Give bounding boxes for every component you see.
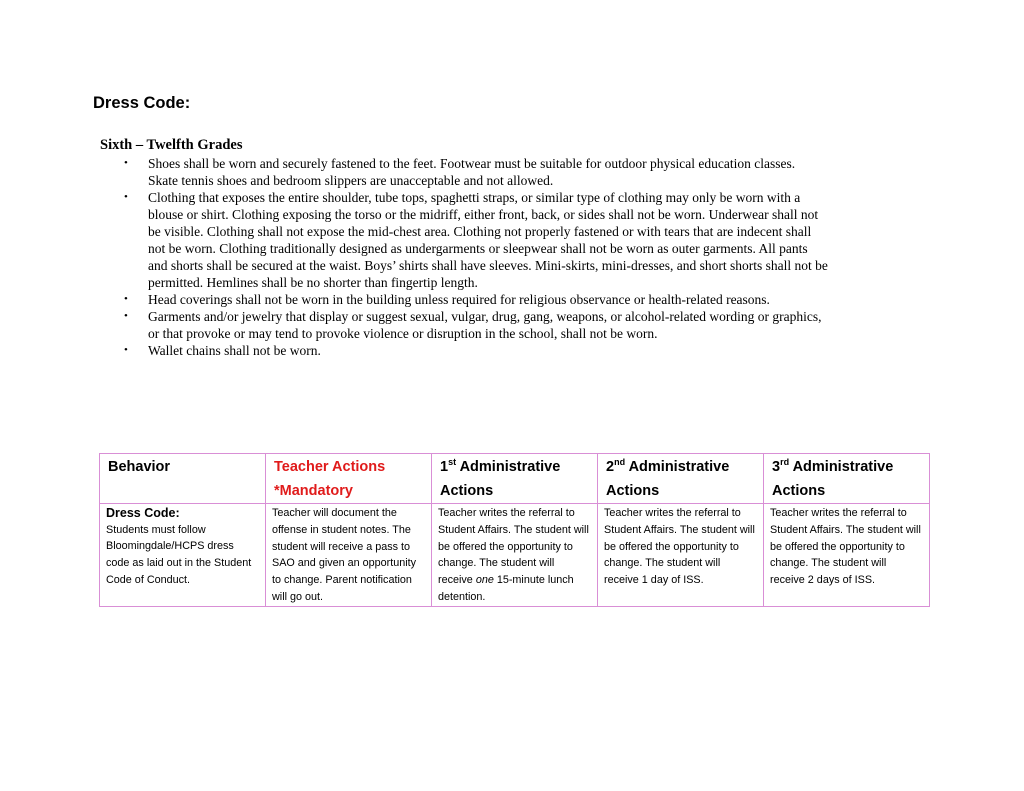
table-row [100,504,930,607]
teacher-actions-label: Teacher Actions [274,459,386,475]
cell-behavior [100,504,266,607]
policy-heading: Sixth – Twelfth Grades [100,137,243,153]
rule-item: • Garments and/or jewelry that display or suggest sexual, vulgar, drug, gang, weapons, or alcohol-related wording or graphics, or that provoke or may tend to provoke violence or disruption in the school, shall not be worn. [100,308,828,342]
rule-item: • Head coverings shall not be worn in the building unless required for religious observance or health-related reasons. [100,291,828,308]
cell-teacher-actions: Teacher will document the offense in student notes. The student will receive a pass to SAO and given an opportunity to change. Parent notification will go out. [266,504,432,607]
rules-list [100,155,830,359]
header-admin-2: 2nd Administrative Actions [598,454,764,504]
rule-item: • Wallet chains shall not be worn. [100,342,828,359]
header-behavior: Behavior [100,454,266,504]
header-admin-1: 1st Administrative Actions [432,454,598,504]
rule-item: • Shoes shall be worn and securely fastened to the feet. Footwear must be suitable for outdoor physical education classes. Skate tennis shoes and bedroom slippers are unacceptable and not allowed. [100,155,828,189]
table-header-row [100,454,930,504]
discipline-table [99,453,930,607]
cell-admin-2: Teacher writes the referral to Student Affairs. The student will be offered the opportunity to change. The student will receive 1 day of ISS. [598,504,764,607]
mandatory-label: *Mandatory [274,483,353,499]
header-admin-3: 3rd Administrative Actions [764,454,930,504]
page-title: Dress Code: [93,94,191,112]
cell-admin-1: Teacher writes the referral to Student Affairs. The student will be offered the opportunity to change. The student will receive one 15-minute lunch detention. [432,504,598,607]
behavior-text: Students must follow Bloomingdale/HCPS dress code as laid out in the Student Code of Conduct. [106,523,252,586]
behavior-title: Dress Code: [106,506,180,520]
dress-code-policy [100,137,830,359]
cell-admin-3: Teacher writes the referral to Student Affairs. The student will be offered the opportunity to change. The student will receive 2 days of ISS. [764,504,930,607]
header-teacher-actions [266,454,432,504]
rule-item: • Clothing that exposes the entire shoulder, tube tops, spaghetti straps, or similar type of clothing may only be worn with a blouse or shirt. Clothing exposing the torso or the midriff, either front, back, or sides shall not be worn. Underwear shall not be visible. Clothing shall not expose the mid-chest area. Clothing not properly fastened or with tears that are indecent shall not be worn. Clothing traditionally designed as undergarments or sleepwear shall not be worn as outer garments. All pants and shorts shall be secured at the waist. Boys’ shirts shall have sleeves. Mini-skirts, mini-dresses, and short shorts shall not be permitted. Hemlines shall be no shorter than fingertip length. [100,189,828,291]
